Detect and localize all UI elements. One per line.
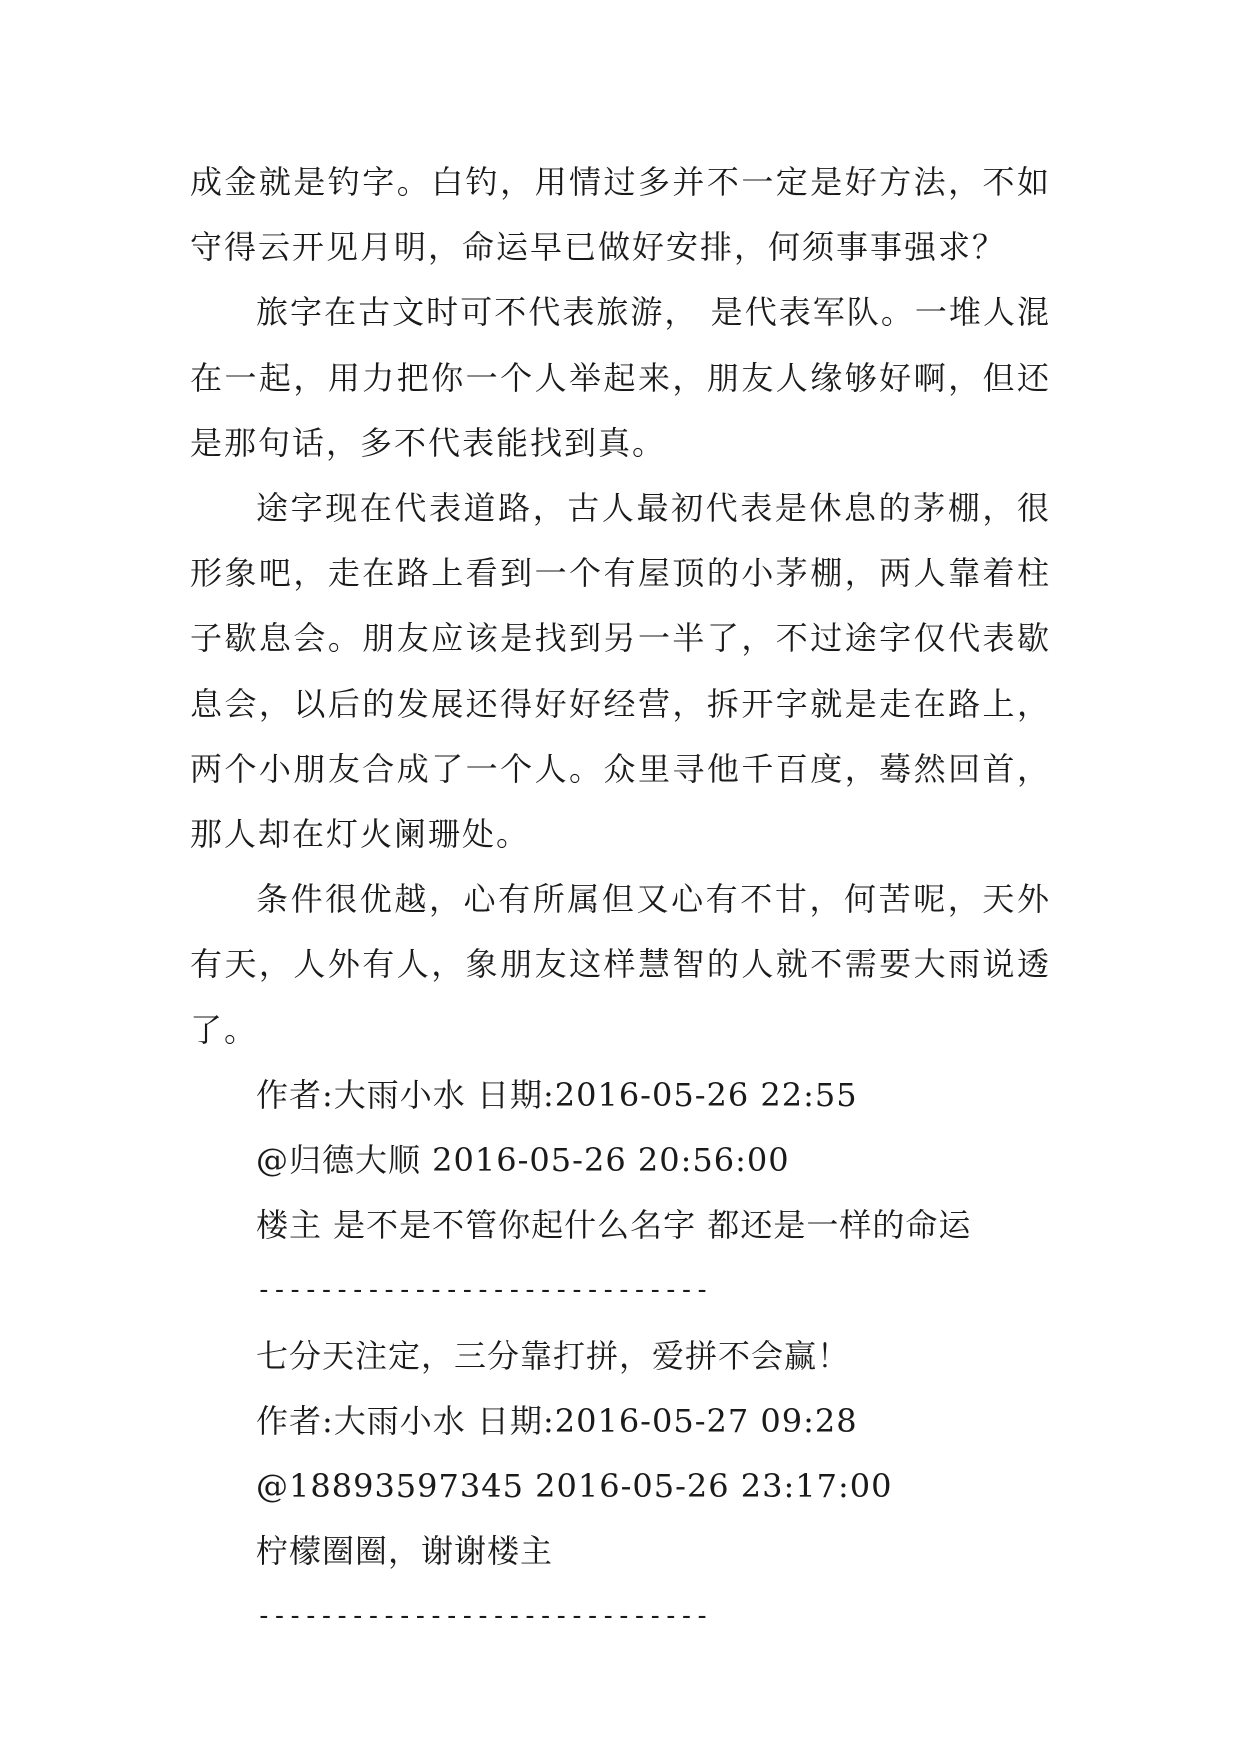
divider-line: ----------------------------- <box>256 1275 710 1306</box>
quote-header: @归德大顺 2016-05-26 20:56:00 <box>256 1141 790 1180</box>
paragraph-road: 途字现在代表道路，古人最初代表是休息的茅棚，很形象吧，走在路上看到一个有屋顶的小茅棚，两人靠着柱子歇息会。朋友应该是找到另一半了，不过途字仅代表歇息会，以后的发展还得好好经营，拆开字就是走在路上，两个小朋友合成了一个人。众里寻他千百度，蓦然回首，那人却在灯火阑珊处。 <box>190 489 1051 854</box>
quote-header: @18893597345 2016-05-26 23:17:00 <box>256 1467 893 1506</box>
paragraph-travel: 旅字在古文时可不代表旅游， 是代表军队。一堆人混在一起，用力把你一个人举起来，朋友人缘够好啊，但还是那句话，多不代表能找到真。 <box>190 293 1051 462</box>
document-page <box>190 150 1051 1650</box>
paragraph-conditions: 条件很优越，心有所属但又心有不甘，何苦呢，天外有天，人外有人，象朋友这样慧智的人就不需要大雨说透了。 <box>190 880 1051 1049</box>
paragraph-gold-hook: 成金就是钓字。白钓，用情过多并不一定是好方法，不如守得云开见月明，命运早已做好安排，何须事事强求？ <box>190 163 1051 267</box>
quote-text: 柠檬圈圈，谢谢楼主 <box>256 1532 554 1571</box>
divider-line: ----------------------------- <box>256 1601 710 1632</box>
quote-text: 楼主 是不是不管你起什么名字 都还是一样的命运 <box>256 1206 972 1245</box>
reply-author-line: 作者:大雨小水 日期:2016-05-27 09:28 <box>256 1401 858 1440</box>
reply-author-line: 作者:大雨小水 日期:2016-05-26 22:55 <box>256 1075 858 1114</box>
reply-text: 七分天注定，三分靠打拼，爱拼不会赢！ <box>256 1336 851 1375</box>
